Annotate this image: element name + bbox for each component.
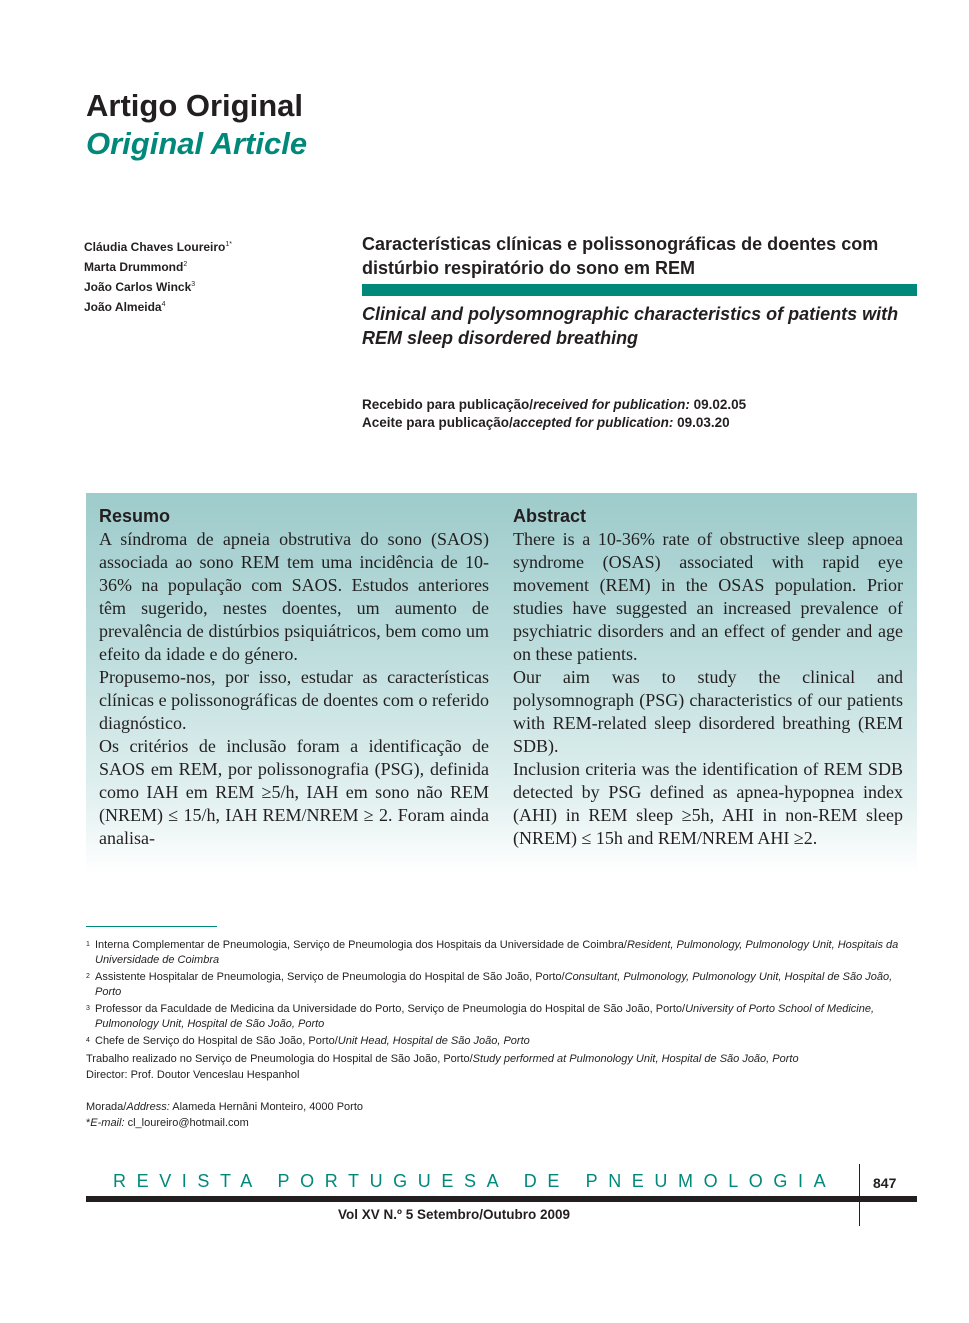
author: João Almeida$^4$ — [84, 300, 166, 314]
footnote: 1 Interna Complementar de Pneumologia, Serviço de Pneumologia dos Hospitais da Universidade de Coimbra/Resident, Pulmonology, Pulmonology Unit, Hospitais da Universidade de Coimbra — [86, 939, 899, 966]
volume-info: Vol XV N.º 5 Setembro/Outubro 2009 — [338, 1207, 570, 1222]
abstract-paragraph: Our aim was to study the clinical and polysomnograph (PSG) characteristics of our patients with REM-related sleep disordered breathing (REM SDB). — [513, 667, 903, 756]
journal-name: REVISTA PORTUGUESA DE PNEUMOLOGIA — [113, 1171, 837, 1191]
author: Marta Drummond$^2$ — [84, 260, 188, 274]
author-list — [84, 236, 232, 316]
resumo-heading: Resumo — [99, 506, 171, 526]
abstract-paragraph: Inclusion criteria was the identification of REM SDB detected by PSG defined as apnea-hypopnea index (AHI) in REM sleep ≥5h, AHI in non-REM sleep (NREM) ≤ 15h and REM/NREM AHI ≥2. — [513, 759, 903, 848]
abstract-heading: Abstract — [513, 506, 587, 526]
footnote: 2 Assistente Hospitalar de Pneumologia, Serviço de Pneumologia do Hospital de São João, Porto/Consultant, Pulmonology, Pulmonology Unit, Hospital de São João, Porto — [86, 971, 893, 998]
accepted-date: Aceite para publicação/accepted for publication: 09.03.20 — [362, 415, 730, 430]
resumo-paragraph: A síndroma de apneia obstrutiva do sono (SAOS) associada ao sono REM tem uma incidência de 10-36% na população com SAOS. Estudos anteriores têm sugerido, nestes doentes, um aumento de prevalência de distúrbios psiquiátricos, bem como um efeito da idade e do género. — [99, 529, 489, 664]
resumo-paragraph: Os critérios de inclusão foram a identificação de SAOS em REM, por polissonografia (PSG), definida como IAH em REM ≥5/h, IAH em sono não REM (NREM) ≤ 15/h, IAH REM/NREM ≥ 2. Foram ainda analisa- — [99, 736, 489, 848]
study-info — [86, 1051, 799, 1083]
director: Director: Prof. Doutor Venceslau Hespanhol — [86, 1069, 300, 1081]
author: Cláudia Chaves Loureiro$^{1*}$ — [84, 240, 232, 254]
resumo-column — [99, 505, 489, 850]
publication-dates — [362, 396, 746, 432]
article-type-pt: Artigo Original — [86, 88, 303, 123]
footnote-divider — [86, 926, 217, 927]
contact-info — [86, 1099, 363, 1131]
study-location: Trabalho realizado no Serviço de Pneumologia do Hospital de São João, Porto/Study performed at Pulmonology Unit, Hospital de São João, Porto — [86, 1053, 799, 1065]
footer-rule — [86, 1196, 917, 1202]
footnote: 3 Professor da Faculdade de Medicina da Universidade do Porto, Serviço de Pneumologia do Hospital de São João, Porto/University of Porto School of Medicine, Pulmonology Unit, Hospital de São João, Porto — [86, 1003, 874, 1030]
address: Morada/Address: Alameda Hernâni Monteiro, 4000 Porto — [86, 1101, 364, 1113]
received-date: Recebido para publicação/received for publication: 09.02.05 — [362, 397, 747, 412]
footnote: 4 Chefe de Serviço do Hospital de São João, Porto/Unit Head, Hospital de São João, Porto — [86, 1035, 530, 1047]
author: João Carlos Winck$^3$ — [84, 280, 196, 294]
abstract-column — [513, 505, 903, 850]
page-number: 847 — [873, 1175, 897, 1191]
title-english: Clinical and polysomnographic characteristics of patients with REM sleep disordered breathing — [362, 304, 899, 348]
title-portuguese: Características clínicas e polissonográficas de doentes com distúrbio respiratório do sono em REM — [362, 234, 879, 278]
resumo-paragraph: Propusemo-nos, por isso, estudar as características clínicas e polissonográficas de doentes com o referido diagnóstico. — [99, 667, 489, 733]
footer-vertical-rule — [859, 1164, 860, 1226]
footnotes — [86, 938, 917, 1051]
article-type-en: Original Article — [86, 126, 308, 161]
title-divider — [362, 284, 917, 296]
email: *E-mail: cl_loureiro@hotmail.com — [86, 1117, 249, 1129]
abstract-paragraph: There is a 10-36% rate of obstructive sleep apnoea syndrome (OSAS) associated with rapid eye movement (REM) in the OSAS population. Prior studies have suggested an increased prevalence of psychiatric disorders and an effect of gender and age on these patients. — [513, 529, 903, 664]
